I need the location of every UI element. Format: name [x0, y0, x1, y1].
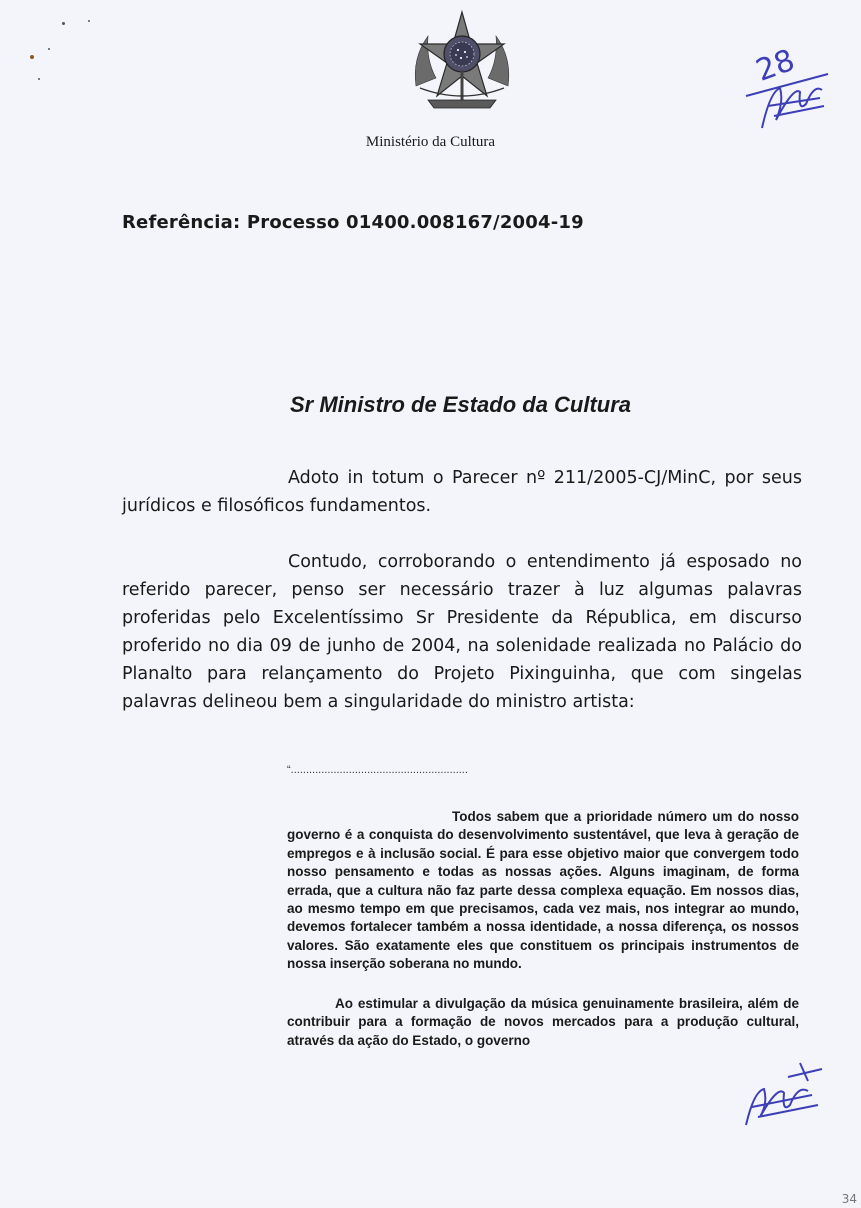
scan-speck: [38, 78, 40, 80]
scan-speck: [30, 55, 34, 59]
scan-speck: [48, 48, 50, 50]
ministry-name: Ministério da Cultura: [365, 134, 496, 150]
scan-speck: [62, 22, 65, 25]
quote-ellipsis: “..........................................................: [287, 764, 468, 776]
scan-speck: [88, 20, 90, 22]
salutation-heading: Sr Ministro de Estado da Cultura: [290, 392, 632, 417]
quote-paragraph: Todos sabem que a prioridade número um do nosso governo é a conquista do desenvolvimento sustentável, que leva à geração de empregos e à inclusão social. É para esse objetivo maior que convergem todo nosso pensamento e todas as nossas ações. Alguns imaginam, de forma errada, que a cultura não faz parte dessa complexa equação. Em nossos dias, ao mesmo tempo em que precisamos, cada vez mais, nos integrar ao mundo, devemos fortalecer também a nossa identidade, a nossa diferença, os nossos valores. São exatamente eles que constituem os principais instrumentos de nossa inserção soberana no mundo.: [287, 809, 799, 972]
svg-text:28: 28: [751, 42, 800, 89]
body-paragraph: Contudo, corroborando o entendimento já esposado no referido parecer, penso ser necessário trazer à luz algumas palavras proferidas pelo Excelentíssimo Sr Presidente da Républica, em discurso proferido no dia 09 de junho de 2004, na solenidade realizada no Palácio do Planalto para relançamento do Projeto Pixinguinha, que com singelas palavras delineou bem a singularidade do ministro artista:: [122, 552, 802, 712]
handwritten-initials: [738, 1055, 828, 1135]
body-paragraph: Adoto in totum o Parecer nº 211/2005-CJ/MinC, por seus jurídicos e filosóficos fundamentos.: [122, 468, 802, 516]
brazil-coat-of-arms-icon: [410, 8, 514, 112]
corner-page-number: 34: [841, 1192, 857, 1206]
handwritten-page-number: [740, 40, 840, 140]
process-reference: Referência: Processo 01400.008167/2004-19: [122, 212, 584, 233]
quote-paragraph: Ao estimular a divulgação da música genuinamente brasileira, além de contribuir para a formação de novos mercados para a produção cultural, através da ação do Estado, o governo: [287, 996, 799, 1048]
